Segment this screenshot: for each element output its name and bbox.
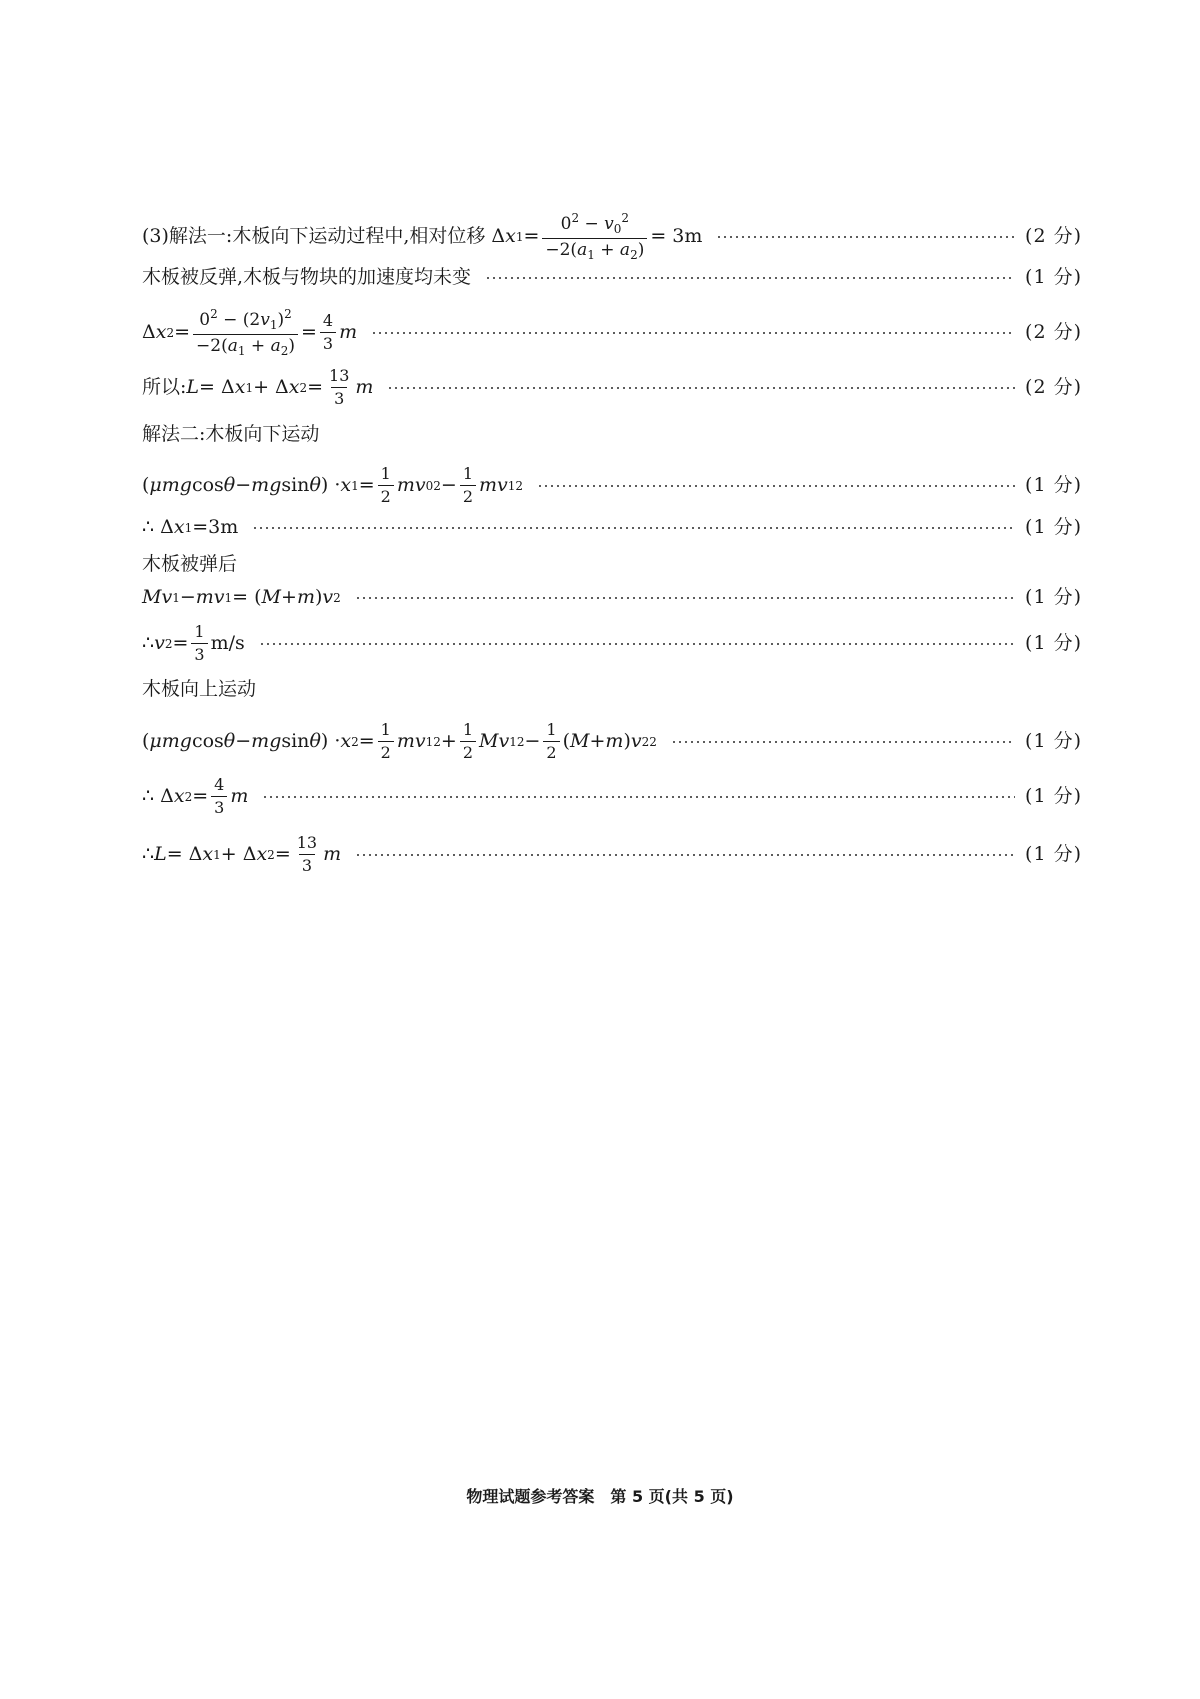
solution1-rebound-note (142, 268, 1082, 287)
leader-dots (716, 236, 1015, 238)
equals-sign: = (300, 321, 317, 343)
score-label: (1 分) (1025, 843, 1082, 865)
leader-dots (537, 485, 1015, 487)
leader-dots (671, 741, 1015, 743)
fraction: $\frac{13}{3}$ (329, 366, 350, 408)
solution2-total-length: ∴ L = Δ x 1 + Δ x 2 = $\frac{13}{3}$ m (1 分) (142, 833, 1082, 875)
solution2-result-x1: ∴ Δ x 1 = 3m (1 分) (142, 516, 1082, 538)
score-label: (1 分) (1025, 516, 1082, 538)
solution2-velocity-v2: ∴ v 2 = $\frac{1}{3}$ m/s (1 分) (142, 622, 1082, 664)
fraction: $\frac{13}{3}$ (296, 833, 318, 875)
unit-label: m/s (210, 632, 245, 654)
fraction: $\frac{4}{3}$ (211, 777, 227, 816)
solution1-displacement-2: Δ x 2 = $\frac{0^2 - (2v_1)^2}{-2(a_1 + a_2)}$ = $\frac{4}{3}$ m (2 分) (142, 307, 1082, 358)
leader-dots (355, 854, 1015, 856)
solution2-energy-down: ( μmg cos θ − mg sin θ ) · x 1 = $\frac{1}{2}$ mv 0 2 − $\frac{1}{2}$ mv 1 2 (1 分) (142, 464, 1082, 506)
moving-up-heading: 木板向上运动 (142, 678, 257, 700)
result-value: 3m (208, 516, 239, 538)
page-footer: 物理试题参考答案 第 5 页(共 5 页) (466, 1487, 734, 1506)
solution2-momentum: Mv 1 − mv 1 = ( M + m ) v 2 (1 分) (142, 586, 1082, 608)
after-rebound-heading: 木板被弹后 (142, 553, 238, 575)
fraction: $\frac{1}{3}$ (191, 624, 207, 663)
leader-dots (355, 597, 1015, 599)
rebound-text: 木板被反弹,木板与物块的加速度均未变 (142, 266, 472, 288)
leader-dots (371, 332, 1015, 334)
leader-dots (252, 527, 1015, 529)
leader-dots (259, 643, 1015, 645)
leader-dots (387, 387, 1015, 389)
score-label: (1 分) (1025, 785, 1082, 807)
solution2-heading: 解法二:木板向下运动 (142, 423, 320, 445)
score-label: (2 分) (1025, 225, 1082, 247)
solution1-displacement-1: (3)解法一:木板向下运动过程中,相对位移 Δ x 1 = $\frac{0^2 - v_0^2}{-2(a_1 + a_2)}$ = 3m (2 分) (142, 211, 1082, 262)
solution1-total-length: 所以: L = Δ x 1 + Δ x 2 = $\frac{13}{3}$ m (2 分) (142, 366, 1082, 408)
score-label: (2 分) (1025, 376, 1082, 398)
fraction: $\frac{0^2 - (2v_1)^2}{-2(a_1 + a_2)}$ (193, 308, 298, 357)
conclusion-label: 所以: (142, 376, 187, 398)
score-label: (2 分) (1025, 321, 1082, 343)
fraction: $\frac{0^2 - v_0^2}{-2(a_1 + a_2)}$ (542, 212, 647, 261)
fraction: $\frac{4}{3}$ (320, 313, 336, 352)
score-label: (1 分) (1025, 586, 1082, 608)
solution2-result-x2: ∴ Δ x 2 = $\frac{4}{3}$ m (1 分) (142, 775, 1082, 817)
score-label: (1 分) (1025, 266, 1082, 288)
result-value: = 3m (650, 225, 703, 247)
score-label: (1 分) (1025, 474, 1082, 496)
solution1-intro: (3)解法一:木板向下运动过程中,相对位移 (142, 225, 486, 247)
score-label: (1 分) (1025, 730, 1082, 752)
leader-dots (262, 796, 1015, 798)
score-label: (1 分) (1025, 632, 1082, 654)
leader-dots (485, 277, 1015, 279)
solution2-energy-up: ( μmg cos θ − mg sin θ ) · x 2 = $\frac{1}{2}$ mv 1 2 + $\frac{1}{2}$ Mv 1 2 − $\frac{1}{2}$ ( M + m ) v 2 2 (1 分) (142, 720, 1082, 762)
